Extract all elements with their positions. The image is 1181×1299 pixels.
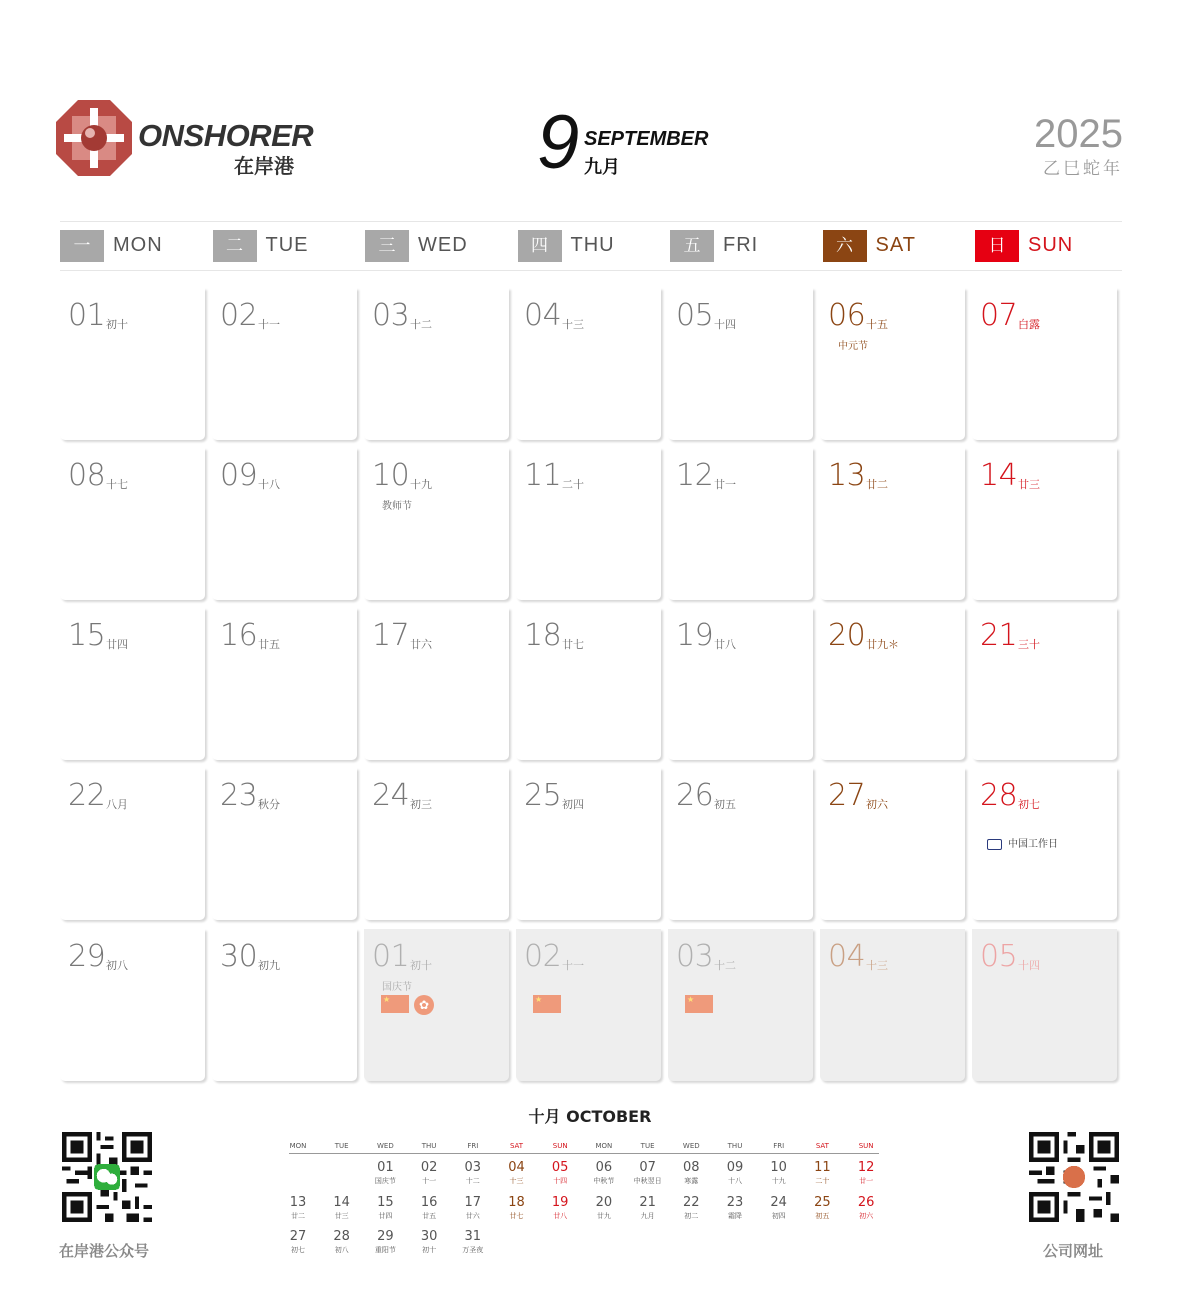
festival-label: 中元节: [838, 341, 868, 352]
weekday-tue: [213, 230, 365, 262]
mini-day: [800, 1160, 844, 1186]
mini-day: [320, 1195, 364, 1221]
mini-day-number: 04: [508, 1160, 525, 1175]
weekday-cn-badge: 四: [518, 230, 562, 262]
mini-weekday-header: MON: [595, 1142, 613, 1150]
mini-lunar-date: 廿七: [509, 1212, 524, 1220]
lunar-date: 白露: [1018, 318, 1040, 331]
mini-day-number: 16: [420, 1195, 438, 1210]
festival-label: 国庆节: [382, 982, 412, 993]
mini-day-number: 09: [726, 1160, 744, 1175]
month-name-cn: 九月: [584, 157, 620, 178]
day-cell: [212, 288, 357, 440]
mini-day: [320, 1229, 364, 1255]
mini-day: [669, 1195, 713, 1221]
mini-lunar-date: 初八: [334, 1246, 349, 1254]
day-number: 30: [220, 939, 258, 974]
mini-day: [363, 1229, 407, 1255]
mini-weekday-header: SUN: [858, 1142, 874, 1150]
year-number: 2025: [1034, 112, 1123, 156]
lunar-date: 十七: [106, 478, 128, 491]
day-number: 16: [220, 618, 258, 653]
day-cell: [60, 448, 205, 600]
mini-lunar-date: 霜降: [728, 1212, 742, 1220]
lunar-date: 初四: [562, 798, 584, 811]
lunar-date: 廿八: [714, 638, 736, 651]
festival-label: 教师节: [382, 501, 412, 512]
mini-day: [713, 1160, 757, 1186]
lunar-date: 廿五: [258, 638, 280, 651]
day-cell: [516, 288, 661, 440]
mini-weekday-header: THU: [727, 1142, 743, 1150]
brand-name-cn: 在岸港: [234, 154, 294, 178]
flag-star-icon: ★: [687, 995, 695, 1004]
weekday-en-label: TUE: [265, 234, 309, 256]
mini-day-number: 12: [857, 1160, 875, 1175]
day-cell: [212, 768, 357, 920]
lunar-date: 八月: [106, 798, 128, 811]
wechat-qr-code-icon: [62, 1132, 152, 1222]
mini-day: [582, 1195, 626, 1221]
day-cell: [668, 608, 813, 760]
day-number: 11: [524, 458, 562, 493]
mini-day-number: 17: [464, 1195, 482, 1210]
day-number: 25: [524, 778, 562, 813]
china-flag-icon: [381, 995, 409, 1013]
mini-day: [451, 1195, 495, 1221]
mini-day-number: 13: [289, 1195, 307, 1210]
mini-day: [451, 1160, 495, 1186]
mini-day-number: 08: [683, 1160, 700, 1175]
weekday-bottom-rule: [60, 270, 1122, 271]
mini-day: [582, 1160, 626, 1186]
weekday-fri: [670, 230, 822, 262]
day-number: 26: [676, 778, 714, 813]
china-flag-icon: [533, 995, 561, 1013]
lunar-date: 十一: [258, 318, 280, 331]
mini-lunar-date: 十九: [771, 1177, 786, 1185]
mini-lunar-date: 初四: [771, 1212, 786, 1220]
mini-lunar-date: 重阳节: [374, 1246, 396, 1254]
mini-day-number: 07: [639, 1160, 656, 1175]
mini-weekday-header: TUE: [640, 1142, 655, 1150]
day-cell: [820, 288, 965, 440]
mini-lunar-date: 中秋节: [593, 1177, 615, 1185]
mini-day-number: 21: [639, 1195, 656, 1210]
day-cell: [516, 929, 661, 1081]
lunar-date: 初九: [258, 959, 280, 972]
mini-day: [757, 1195, 801, 1221]
mini-day: [844, 1195, 888, 1221]
brand-logo: [56, 100, 316, 180]
mini-weekday-header: WED: [377, 1142, 394, 1150]
day-number: 29: [68, 939, 106, 974]
day-cell: [972, 608, 1117, 760]
mini-lunar-date: 十三: [509, 1177, 524, 1185]
mini-day: [538, 1195, 582, 1221]
day-cell: [364, 448, 509, 600]
lunar-date: 初十: [410, 959, 432, 972]
day-number: 01: [68, 298, 106, 333]
mini-day-number: 31: [464, 1229, 482, 1244]
lunar-date: 十四: [1018, 959, 1040, 972]
mini-lunar-date: 廿一: [859, 1177, 874, 1185]
weekday-sun: [975, 230, 1127, 262]
day-cell: [60, 929, 205, 1081]
mini-lunar-date: 初六: [859, 1212, 874, 1220]
mini-day-number: 02: [420, 1160, 438, 1175]
mini-lunar-date: 十八: [728, 1177, 742, 1185]
mini-day: [757, 1160, 801, 1186]
mini-weekday-header: SUN: [552, 1142, 568, 1150]
day-number: 24: [372, 778, 410, 813]
day-number: 01: [372, 939, 410, 974]
mini-day: [276, 1195, 320, 1221]
day-cell: [364, 608, 509, 760]
day-number: 15: [68, 618, 106, 653]
month-number: 9: [537, 100, 580, 185]
lunar-date: 十九: [410, 478, 432, 491]
day-number: 28: [980, 778, 1018, 813]
mini-lunar-date: 十一: [422, 1177, 437, 1185]
mini-day-number: 28: [333, 1229, 350, 1244]
mini-lunar-date: 初五: [815, 1212, 830, 1220]
mini-day-number: 14: [333, 1195, 350, 1210]
mini-lunar-date: 九月: [640, 1212, 655, 1220]
day-number: 27: [828, 778, 866, 813]
lunar-date: 十五: [866, 318, 888, 331]
lunar-date: 初三: [410, 798, 432, 811]
lunar-date: 十三: [562, 318, 584, 331]
mini-day: [451, 1229, 495, 1255]
mini-lunar-date: 廿六: [465, 1212, 480, 1220]
day-number: 04: [524, 298, 562, 333]
day-cell: [516, 448, 661, 600]
lunar-date: 初八: [106, 959, 128, 972]
day-cell: [212, 448, 357, 600]
day-number: 07: [980, 298, 1018, 333]
mini-day-number: 24: [770, 1195, 787, 1210]
day-cell: [972, 768, 1117, 920]
day-number: 03: [676, 939, 714, 974]
mini-lunar-date: 廿八: [553, 1212, 568, 1220]
mini-day-number: 19: [551, 1195, 569, 1210]
mini-day-number: 26: [857, 1195, 875, 1210]
day-cell: [972, 929, 1117, 1081]
lunar-date: 十三: [866, 959, 888, 972]
weekday-cn-badge: 三: [365, 230, 409, 262]
day-number: 23: [220, 778, 258, 813]
mini-lunar-date: 廿五: [422, 1212, 437, 1220]
day-cell: [972, 288, 1117, 440]
day-number: 02: [524, 939, 562, 974]
day-cell: [364, 929, 509, 1081]
weekday-en-label: THU: [570, 234, 615, 256]
day-number: 06: [828, 298, 866, 333]
day-cell: [212, 929, 357, 1081]
day-number: 10: [372, 458, 410, 493]
mini-day: [407, 1195, 451, 1221]
year-name-cn: 乙巳蛇年: [1043, 159, 1123, 179]
day-cell: [516, 768, 661, 920]
mini-day: [538, 1160, 582, 1186]
weekday-wed: [365, 230, 517, 262]
mini-day-number: 27: [289, 1229, 307, 1244]
hong-kong-flag-icon: ✿: [414, 995, 434, 1015]
mini-calendar-rule: [289, 1153, 879, 1154]
mini-weekday-header: MON: [289, 1142, 307, 1150]
weekday-en-label: MON: [113, 234, 163, 256]
lunar-date: 秋分: [258, 798, 280, 811]
mini-day-number: 30: [420, 1229, 438, 1244]
lunar-date: 十二: [714, 959, 736, 972]
weekday-en-label: SAT: [875, 234, 916, 256]
lunar-date: 廿七: [562, 638, 584, 651]
day-number: 22: [68, 778, 106, 813]
day-number: 14: [980, 458, 1018, 493]
weekday-top-rule: [60, 221, 1122, 222]
weekday-cn-badge: 日: [975, 230, 1019, 262]
mini-day: [407, 1160, 451, 1186]
day-cell: [820, 768, 965, 920]
mini-weekday-header: FRI: [467, 1142, 479, 1150]
mini-day: [363, 1160, 407, 1186]
day-cell: [820, 448, 965, 600]
day-number: 12: [676, 458, 714, 493]
weekday-en-label: WED: [418, 234, 468, 256]
lunar-date: 二十: [562, 478, 584, 491]
mini-day-number: 23: [726, 1195, 744, 1210]
lunar-date: 廿六: [410, 638, 432, 651]
day-cell: [364, 288, 509, 440]
lunar-date: 初七: [1018, 798, 1040, 811]
day-cell: [668, 288, 813, 440]
mini-day-number: 25: [814, 1195, 831, 1210]
mini-day-number: 03: [464, 1160, 482, 1175]
mini-lunar-date: 廿四: [378, 1212, 393, 1220]
onshorer-logo-icon: [56, 100, 132, 176]
day-number: 08: [68, 458, 106, 493]
lunar-date: 廿四: [106, 638, 128, 651]
day-cell: [820, 608, 965, 760]
lunar-date: 十四: [714, 318, 736, 331]
lunar-date: 初十: [106, 318, 128, 331]
mini-day-number: 18: [508, 1195, 525, 1210]
day-cell: [516, 608, 661, 760]
day-cell: [364, 768, 509, 920]
brand-name: ONSHORER: [138, 118, 314, 153]
weekday-sat: [823, 230, 975, 262]
working-day-label: 中国工作日: [1008, 839, 1058, 850]
mini-lunar-date: 初七: [291, 1246, 305, 1254]
mini-lunar-date: 十四: [553, 1177, 568, 1185]
day-number: 05: [980, 939, 1018, 974]
mini-day: [407, 1229, 451, 1255]
mini-lunar-date: 寒露: [684, 1177, 699, 1185]
day-cell: [820, 929, 965, 1081]
day-number: 13: [828, 458, 866, 493]
mini-weekday-header: THU: [421, 1142, 437, 1150]
mini-day: [800, 1195, 844, 1221]
day-cell: [212, 608, 357, 760]
mini-day: [669, 1160, 713, 1186]
mini-lunar-date: 国庆节: [374, 1177, 396, 1185]
weekday-thu: [518, 230, 670, 262]
lunar-date: 廿三: [1018, 478, 1040, 491]
day-number: 03: [372, 298, 410, 333]
mini-day-number: 22: [683, 1195, 700, 1210]
website-qr-code-icon: [1029, 1132, 1119, 1222]
mini-lunar-date: 万圣夜: [462, 1246, 484, 1254]
mini-day-number: 05: [551, 1160, 569, 1175]
lunar-date: 初六: [866, 798, 888, 811]
mini-day: [626, 1195, 670, 1221]
weekday-en-label: SUN: [1028, 234, 1074, 256]
day-cell: [60, 608, 205, 760]
mini-day-number: 29: [377, 1229, 394, 1244]
mini-day: [495, 1195, 539, 1221]
mini-day-number: 10: [770, 1160, 787, 1175]
mini-day-number: 06: [595, 1160, 613, 1175]
day-number: 21: [980, 618, 1018, 653]
day-number: 04: [828, 939, 866, 974]
lunar-date: 十二: [410, 318, 432, 331]
mini-lunar-date: 中秋翌日: [633, 1177, 662, 1185]
day-cell: [972, 448, 1117, 600]
mini-lunar-date: 廿二: [291, 1212, 305, 1220]
mini-weekday-header: SAT: [509, 1142, 524, 1150]
lunar-date: 廿二: [866, 478, 888, 491]
day-cell: [60, 288, 205, 440]
day-cell: [668, 929, 813, 1081]
lunar-date: 十八: [258, 478, 280, 491]
weekday-cn-badge: 六: [823, 230, 867, 262]
lunar-date: 十一: [562, 959, 584, 972]
mini-lunar-date: 二十: [815, 1177, 830, 1185]
day-cell: [60, 768, 205, 920]
flag-star-icon: ★: [383, 995, 391, 1004]
day-number: 05: [676, 298, 714, 333]
lunar-date: 初五: [714, 798, 736, 811]
day-number: 17: [372, 618, 410, 653]
mini-day: [626, 1160, 670, 1186]
month-name-en: SEPTEMBER: [584, 128, 709, 150]
weekday-mon: [60, 230, 212, 262]
mini-lunar-date: 初十: [422, 1246, 437, 1254]
mini-lunar-date: 初二: [684, 1212, 699, 1220]
mini-lunar-date: 廿九: [596, 1212, 611, 1220]
weekday-cn-badge: 二: [213, 230, 257, 262]
mini-day: [844, 1160, 888, 1186]
briefcase-icon: [987, 839, 1002, 850]
china-flag-icon: [685, 995, 713, 1013]
mini-day-number: 15: [377, 1195, 394, 1210]
mini-day: [363, 1195, 407, 1221]
mini-day-number: 11: [814, 1160, 831, 1175]
day-number: 19: [676, 618, 714, 653]
weekday-cn-badge: 五: [670, 230, 714, 262]
mini-weekday-header: SAT: [815, 1142, 829, 1150]
mini-day: [713, 1195, 757, 1221]
wechat-label: 在岸港公众号: [59, 1242, 150, 1260]
mini-lunar-date: 十二: [465, 1177, 480, 1185]
day-cell: [668, 768, 813, 920]
mini-lunar-date: 廿三: [334, 1212, 349, 1220]
day-number: 02: [220, 298, 258, 333]
mini-weekday-header: WED: [682, 1142, 700, 1150]
weekday-cn-badge: 一: [60, 230, 104, 262]
day-number: 09: [220, 458, 258, 493]
next-month-title: 十月 OCTOBER: [528, 1107, 652, 1126]
working-day-note: [987, 835, 1058, 850]
mini-day: [495, 1160, 539, 1186]
mini-weekday-header: TUE: [334, 1142, 349, 1150]
weekday-en-label: FRI: [723, 234, 759, 256]
day-number: 20: [828, 618, 866, 653]
day-cell: [668, 448, 813, 600]
mini-day-number: 20: [595, 1195, 613, 1210]
mini-day-number: 01: [377, 1160, 394, 1175]
flag-star-icon: ★: [535, 995, 543, 1004]
day-number: 18: [524, 618, 562, 653]
lunar-date: 廿九＊: [866, 638, 899, 651]
mini-day: [276, 1229, 320, 1255]
lunar-date: 三十: [1018, 638, 1040, 651]
lunar-date: 廿一: [714, 478, 736, 491]
website-label: 公司网址: [1043, 1242, 1104, 1260]
mini-weekday-header: FRI: [773, 1142, 785, 1150]
